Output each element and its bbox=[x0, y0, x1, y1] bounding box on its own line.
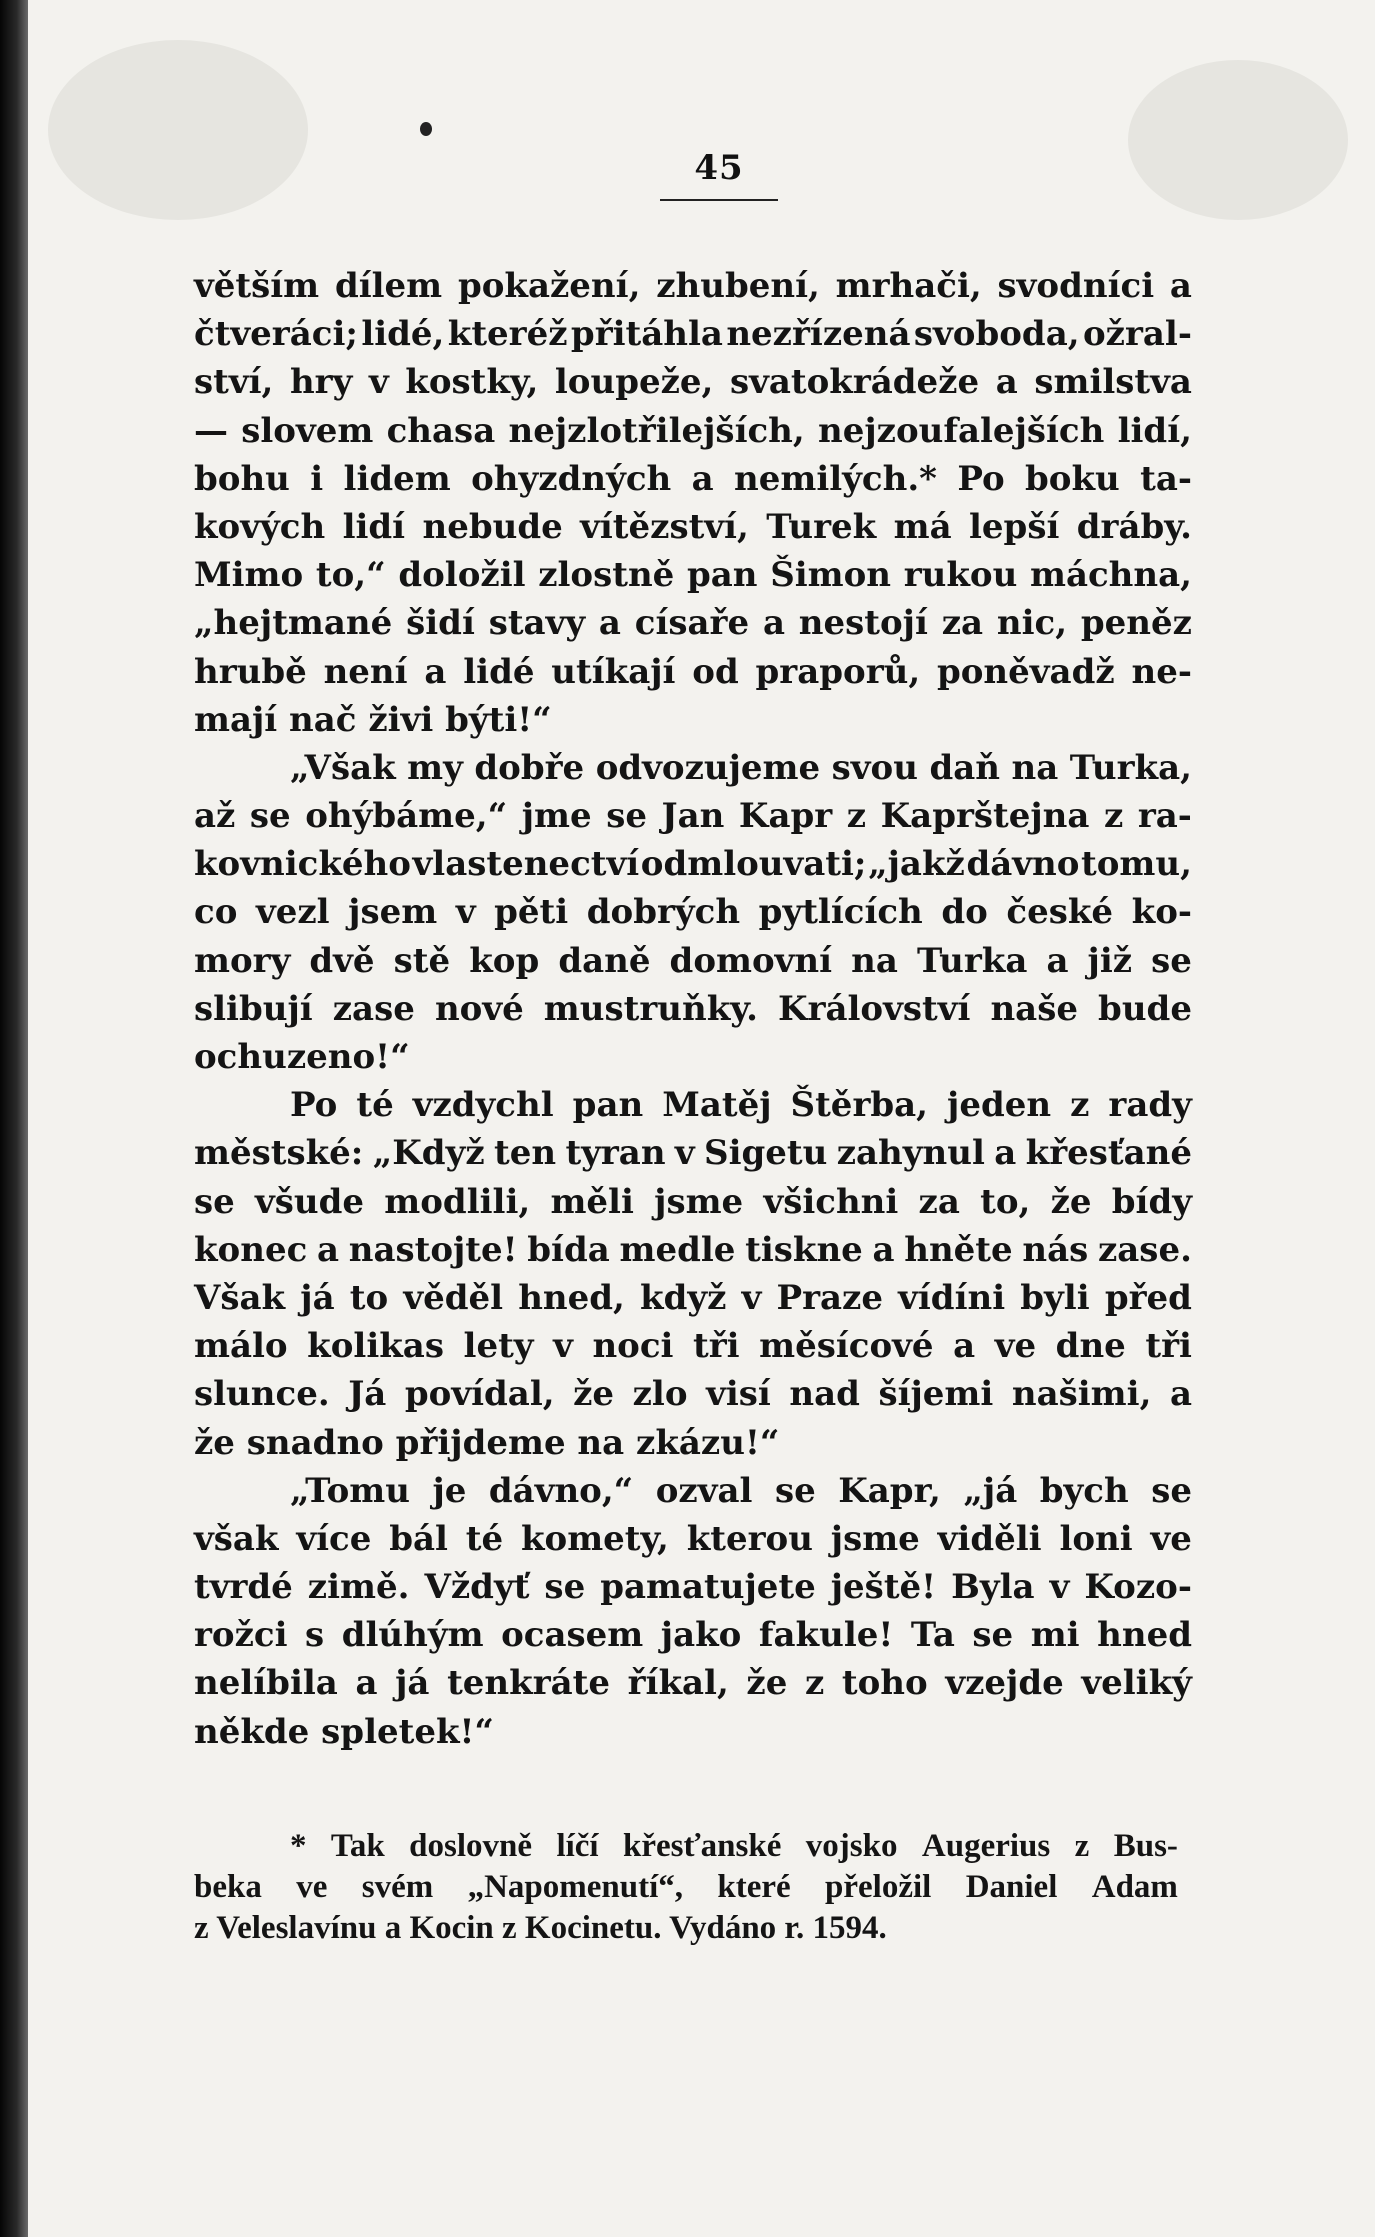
text-line: tvrdé zimě. Vždyť se pamatujete ještě! Byla v Kozo- bbox=[194, 1567, 1192, 1608]
text-line: slunce. Já povídal, že zlo visí nad šíjemi našimi, a bbox=[194, 1374, 1192, 1415]
footnote-line: z Veleslavínu a Kocin z Kocinetu. Vydáno r. 1594. bbox=[194, 1910, 887, 1946]
ink-speck bbox=[420, 122, 432, 136]
text-line: Mimo to,“ doložil zlostně pan Šimon rukou máchna, bbox=[194, 555, 1192, 596]
text-line: bohu i lidem ohyzdných a nemilých.* Po boku ta- bbox=[194, 458, 1192, 499]
text-line: rožci s dlúhým ocasem jako fakule! Ta se mi hned bbox=[194, 1615, 1192, 1656]
text-line: kovnického vlastenectví odmlouvati; „jakž dávno tomu, bbox=[194, 844, 1192, 885]
body-text bbox=[194, 262, 1192, 1756]
text-line: se všude modlili, měli jsme všichni za to, že bídy bbox=[194, 1181, 1192, 1222]
text-line: co vezl jsem v pěti dobrých pytlících do české ko- bbox=[194, 892, 1192, 933]
text-line: kových lidí nebude vítězství, Turek má lepší dráby. bbox=[194, 506, 1192, 547]
paragraph bbox=[194, 262, 1192, 744]
text-line: „hejtmané šidí stavy a císaře a nestojí za nic, peněz bbox=[194, 603, 1192, 644]
text-line: Však já to věděl hned, když v Praze vídíni byli před bbox=[194, 1277, 1192, 1318]
paper-stain bbox=[1128, 60, 1348, 220]
text-line: někde spletek!“ bbox=[194, 1711, 494, 1752]
text-line: ství, hry v kostky, loupeže, svatokrádeže a smilstva bbox=[194, 362, 1192, 403]
text-line: ochuzeno!“ bbox=[194, 1037, 410, 1077]
paper-stain bbox=[48, 40, 308, 220]
text-line: že snadno přijdeme na zkázu!“ bbox=[194, 1422, 780, 1463]
text-line: málo kolikas lety v noci tři měsícové a ve dne tři bbox=[194, 1326, 1192, 1367]
footnote-line: * Tak doslovně líčí křesťanské vojsko Augerius z Bus- bbox=[290, 1828, 1178, 1864]
page-number: 45 bbox=[694, 148, 744, 188]
text-line: až se ohýbáme,“ jme se Jan Kapr z Kaprštejna z ra- bbox=[194, 796, 1192, 837]
text-line: hrubě není a lidé utíkají od praporů, poněvadž ne- bbox=[194, 651, 1192, 692]
text-line: městské: „Když ten tyran v Sigetu zahynul a křesťané bbox=[194, 1133, 1192, 1174]
text-line: mory dvě stě kop daně domovní na Turka a již se bbox=[194, 940, 1192, 981]
text-line: konec a nastojte! bída medle tiskne a hněte nás zase. bbox=[194, 1229, 1192, 1270]
text-line: „Tomu je dávno,“ ozval se Kapr, „já bych se bbox=[290, 1470, 1192, 1511]
text-line: čtveráci; lidé, kteréž přitáhla nezřízená svoboda, ožral- bbox=[194, 314, 1192, 355]
text-line: — slovem chasa nejzlotřilejších, nejzoufalejších lidí, bbox=[194, 410, 1192, 451]
text-line: Po té vzdychl pan Matěj Štěrba, jeden z rady bbox=[290, 1085, 1192, 1126]
footnote bbox=[194, 1826, 1178, 1949]
text-line: však více bál té komety, kterou jsme viděli loni ve bbox=[194, 1518, 1192, 1559]
text-line: slibují zase nové mustruňky. Království naše bude bbox=[194, 988, 1192, 1029]
page-number-rule bbox=[660, 199, 778, 201]
paragraph bbox=[194, 1081, 1192, 1467]
footnote-line: beka ve svém „Napomenutí“, které přeložil Daniel Adam bbox=[194, 1869, 1178, 1905]
scan-page-edge bbox=[0, 0, 28, 2237]
text-line: větším dílem pokažení, zhubení, mrhači, svodníci a bbox=[194, 266, 1192, 306]
text-line: „Však my dobře odvozujeme svou daň na Turka, bbox=[290, 747, 1192, 788]
paragraph bbox=[194, 1467, 1192, 1756]
text-line: nelíbila a já tenkráte říkal, že z toho vzejde veliký bbox=[194, 1663, 1192, 1704]
paragraph bbox=[194, 744, 1192, 1081]
text-line: mají nač živi býti!“ bbox=[194, 699, 552, 740]
